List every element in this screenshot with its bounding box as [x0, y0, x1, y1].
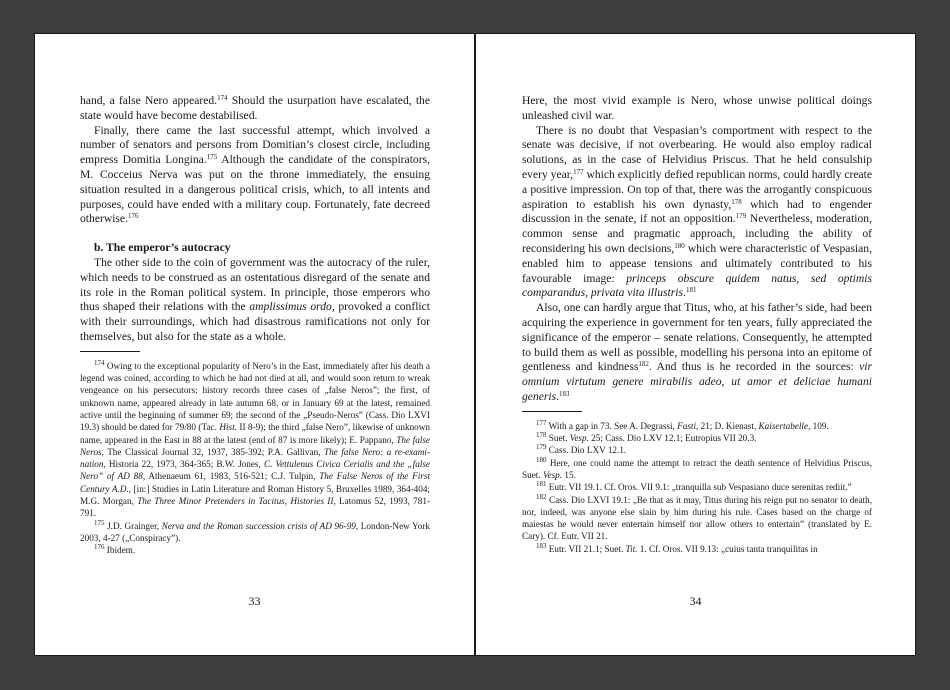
page-right [475, 33, 916, 656]
footnote-ref[interactable]: 177 [573, 167, 584, 176]
footnote-175: $^{175}$ J.D. Grainger, Nerva and the Roman succession crisis of AD 96-99, London-New York 2003, 4-27 („Conspiracy”). [80, 518, 431, 543]
page-number: 34 [689, 594, 702, 608]
footnote-179: $^{179}$ Cass. Dio LXV 12.1. [536, 443, 627, 456]
footnote-ref[interactable]: 181 [685, 286, 697, 295]
paragraph: The other side to the coin of government was the autocracy of the ruler, which needs to be construed as an ostentatious disregard of the senate and its role in the Roman political system. In principle, those emperors who thus shaped their relations with the amplissimus ordo, provoked a conflict with their surroundings, which had disastrous ramifications not only for themselves, but also for the state as a whole. [80, 255, 431, 343]
paragraph: Finally, there came the last successful attempt, which involved a number of senators and persons from Domitian’s closest circle, including empress Domitia Longina.$^{175}$ Although the candidate of the conspirators, M. Cocceius Nerva was put on the throne immediately, the ensuing situation resulted in a dangerous political crisis, which, to all intents and purposes, could have ended with a military coup. Fortunately, fate decreed otherwise.$^{176}$ [80, 123, 430, 226]
footnotes [80, 360, 430, 557]
paragraph: hand, a false Nero appeared.$^{174}$ Should the usurpation have escalated, the state would have become destabilised. [80, 94, 430, 122]
footnote-ref[interactable]: 178 [731, 197, 742, 206]
footnote-177: $^{177}$ With a gap in 73. See A. Degrassi, Fasti, 21; D. Kienast, Kaisertabelle, 109. [536, 418, 829, 431]
page-left [34, 33, 475, 656]
left-body [80, 94, 430, 557]
right-body [522, 94, 872, 555]
footnote-ref[interactable]: 176 [127, 212, 139, 221]
section-heading: b. The emperor’s autocracy [94, 241, 231, 255]
footnote-ref[interactable]: 179 [735, 212, 747, 221]
footnote-182: $^{182}$ Cass. Dio LXVI 19.1: „Be that as it may, Titus during his reign put no senator to death, nor, indeed, was anyone else slain by him during his rule. Cases based on the charge of maiestas he would never entertain himself nor allow others to entertain” (translated by E. Cary). Cf. Eutr. VII 21. [522, 492, 872, 542]
footnote-176: $^{176}$ Ibidem. [94, 543, 136, 556]
footnotes [522, 420, 872, 555]
footnote-178: $^{178}$ Suet. Vesp. 25; Cass. Dio LXV 12.1; Eutropius VII 20.3. [536, 431, 757, 444]
footnote-181: $^{181}$ Eutr. VII 19.1. Cf. Oros. VII 9.1: „tranquilla sub Vespasiano duce serenitas rediit.” [536, 480, 852, 493]
footnote-ref[interactable]: 174 [217, 94, 228, 102]
footnote-174: $^{174}$ Owing to the exceptional popularity of Nero’s in the East, immediately after his death a legend was coined, according to which he had not died at all, and would soon return to wreak vengeance on his persecutors; history records three cases of „false Neros”; the first, of unknown name, appeared already in late autumn 68, or in January 69 at the latest, remained active until the beginning of summer 69; the second of the „Pseudo-Neros” (Cass. Dio LXVI 19.3) should be dated for 79/80 (Tac. Hist. II 8-9); the third „false Nero”, likewise of unknown name, appeared in the East in 88 at the latest (end of 87 is more likely); E. Pappano, The false Neros, The Classical Journal 32, 1937, 385-392; P.A. Gallivan, The false Nero: a re-examination, Historia 22, 1973, 364-365; B.W. Jones, C. Vettulenus Civica Cerialis and the „false Nero” of AD 88, Athenaeum 61, 1983, 516-521; C.J. Tulpin, The False Neros of the First Century A.D., [in:] Studies in Latin Literature and Roman History 5, Bruxelles 1989, 364-404; M.G. Morgan, The Three Minor Pretenders in Tacitus, Histories II, Latomus 52, 1993, 781-791. [80, 358, 431, 519]
paragraph: There is no doubt that Vespasian’s comportment with respect to the senate was decisive, if not overbearing. He would also employ radical solutions, as in the case of Helvidius Priscus. That he held consulship every year,$^{177}$ which explicitly defied republican norms, could hardly create a positive impression. On top of that, there was the arrogantly conspicuous aspiration to establish his own dynasty,$^{178}$ which had to engender discussion in the senate, if not an opposition.$^{179}$ Nevertheless, moderation, common sense and pragmatic approach, including the ability of reconsidering his own decisions,$^{180}$ which were characteristic of Vespasian, enabled him to appease tensions and ultimately contributed to his favourable image: princeps obscure quidem natus, sed optimis comparandus, privata vita illustris.$^{181}$ [522, 123, 873, 300]
footnote-ref[interactable]: 182 [638, 360, 649, 369]
footnote-ref[interactable]: 183 [559, 389, 570, 398]
paragraph: Here, the most vivid example is Nero, whose unwise political doings unleashed civil war. [522, 94, 872, 122]
footnote-ref[interactable]: 175 [206, 153, 218, 162]
footnote-ref[interactable]: 180 [674, 241, 685, 250]
page-number: 33 [248, 594, 261, 608]
footnote-divider [80, 351, 140, 352]
footnote-183: $^{183}$ Eutr. VII 21.1; Suet. Tit. 1. Cf. Oros. VII 9.13: „cuius tanta tranquilitas in [536, 541, 818, 554]
footnote-180: $^{180}$ Here, one could name the attempt to retract the death sentence of Helvidius Priscus, Suet. Vesp. 15. [522, 455, 872, 480]
paragraph: Also, one can hardly argue that Titus, who, at his father’s side, had been acquiring the experience in government for ten years, fully appreciated the significance of the emperor – senate relations. Consequently, he attempted to build them as well as possible, modelling his persona into an epitome of gentleness and kindness$^{182}$. And thus is he recorded in the sources: vir omnium virtutum genere mirabilis adeo, ut amor et deliciae humani generis.$^{183}$ [522, 301, 872, 403]
footnote-divider [522, 411, 582, 412]
